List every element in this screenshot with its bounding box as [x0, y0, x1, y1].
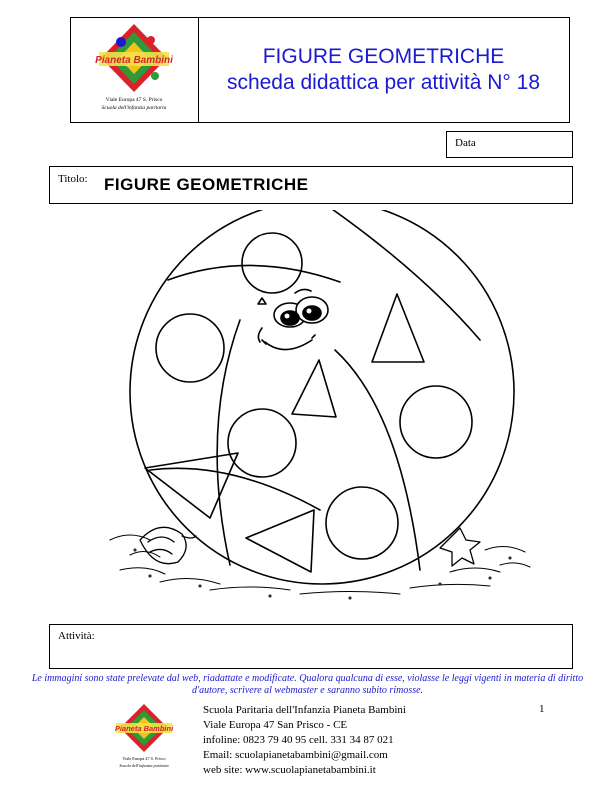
footer-logo-address: Viale Europa 47 S. Prisco: [122, 756, 166, 761]
header-title: FIGURE GEOMETRICHE: [262, 45, 505, 68]
shape-triangle: [372, 294, 424, 362]
header-title-cell: [198, 18, 569, 122]
date-label: Data: [455, 137, 476, 149]
ball-outline: [130, 210, 514, 584]
shape-circle: [242, 233, 302, 293]
school-logo: [71, 18, 199, 122]
footer-contact-info: [203, 703, 406, 778]
ball-stripe: [335, 350, 420, 570]
shape-triangle: [246, 510, 314, 572]
footer-logo-brand: Pianeta Bambini: [114, 724, 174, 733]
footer-email[interactable]: Email: scuolapianetabambini@gmail.com: [203, 749, 388, 761]
sand-ground: [110, 535, 530, 599]
footer-school-name: Scuola Paritaria dell'Infanzia Pianeta Bambini: [203, 704, 406, 716]
shape-circle: [228, 409, 296, 477]
starfish: [440, 528, 480, 566]
attivita-field[interactable]: [49, 624, 573, 669]
shape-triangle: [292, 360, 336, 417]
logo-subtitle-text: Scuola dell'infanzia paritaria: [101, 105, 167, 111]
ball-valve: [258, 298, 266, 304]
shape-circle: [400, 386, 472, 458]
titolo-label: Titolo:: [58, 173, 88, 185]
date-field[interactable]: [446, 131, 573, 158]
shape-triangle: [145, 453, 238, 518]
logo-brand-text: Pianeta Bambini: [95, 55, 173, 66]
footer-phone: infoline: 0823 79 40 95 cell. 331 34 87 021: [203, 734, 394, 746]
titolo-field[interactable]: [49, 166, 573, 204]
footer-logo: [100, 702, 188, 770]
shape-circle: [326, 487, 398, 559]
beach-ball-drawing: [90, 210, 550, 610]
ball-stripe: [168, 265, 340, 282]
logo-address-text: Viale Europa 47 S. Prisco: [105, 97, 163, 103]
footer-website[interactable]: web site: www.scuolapianetabambini.it: [203, 764, 376, 776]
titolo-value: FIGURE GEOMETRICHE: [104, 175, 309, 194]
footer-logo-subtitle: Scuola dell'infanzia paritaria: [119, 763, 169, 768]
copyright-disclaimer: Le immagini sono state prelevate dal web, riadattate e modificate. Qualora qualcuna di esse, violasse le leggi vigenti in materia di diritto d'autore, scrivere al webmaster e saranno subito rimosse.: [31, 673, 584, 696]
ball-stripe: [150, 468, 320, 510]
shape-circle: [156, 314, 224, 382]
footer-address: Viale Europa 47 San Prisco - CE: [203, 719, 348, 731]
header-box: [70, 17, 570, 123]
ball-stripe: [322, 210, 480, 340]
seashell: [140, 527, 196, 563]
ball-face: [258, 289, 328, 349]
attivita-label: Attività:: [58, 630, 95, 642]
header-subtitle: scheda didattica per attività N° 18: [226, 71, 541, 94]
page-number: 1: [539, 703, 545, 715]
